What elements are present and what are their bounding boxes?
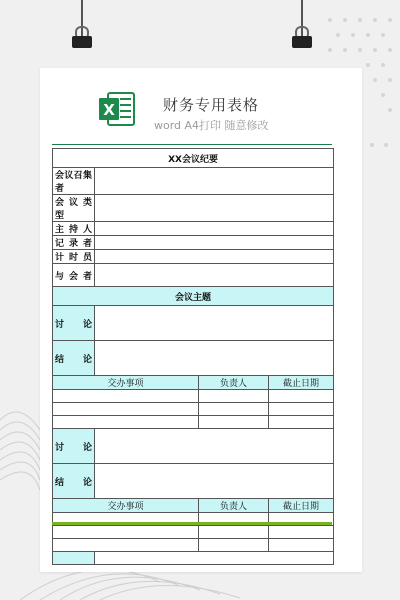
- info-label: 会 议 类 型: [53, 195, 95, 222]
- conclusion-label: 结 论: [53, 341, 95, 376]
- meeting-minutes-table: [52, 148, 334, 565]
- footer-cell: [95, 552, 334, 565]
- task-cell[interactable]: [269, 416, 334, 429]
- task-cell[interactable]: [199, 390, 269, 403]
- task-cell[interactable]: [269, 526, 334, 539]
- tasks-col-owner: 负责人: [199, 376, 269, 390]
- discussion-label: 讨 论: [53, 429, 95, 464]
- task-cell[interactable]: [53, 526, 199, 539]
- conclusion-value[interactable]: [95, 341, 334, 376]
- document-page: [40, 68, 362, 572]
- excel-icon: [98, 90, 136, 128]
- info-value[interactable]: [95, 250, 334, 264]
- discussion-label: 讨 论: [53, 306, 95, 341]
- task-cell[interactable]: [199, 416, 269, 429]
- svg-text:X: X: [103, 101, 115, 119]
- footer-cell: [53, 552, 95, 565]
- discussion-value[interactable]: [95, 429, 334, 464]
- task-cell[interactable]: [269, 390, 334, 403]
- info-value[interactable]: [95, 222, 334, 236]
- tasks-col-item: 交办事项: [53, 376, 199, 390]
- task-cell[interactable]: [269, 539, 334, 552]
- task-cell[interactable]: [53, 539, 199, 552]
- task-cell[interactable]: [199, 539, 269, 552]
- info-value[interactable]: [95, 264, 334, 287]
- tasks-col-owner: 负责人: [199, 499, 269, 513]
- conclusion-value[interactable]: [95, 464, 334, 499]
- info-label: 与 会 者: [53, 264, 95, 287]
- spreadsheet-preview: [52, 144, 334, 572]
- page-title: 财务专用表格: [163, 96, 260, 114]
- page-subtitle: word A4打印 随意修改: [154, 119, 269, 132]
- info-label: 记 录 者: [53, 236, 95, 250]
- task-cell[interactable]: [53, 416, 199, 429]
- task-cell[interactable]: [53, 390, 199, 403]
- info-label: 会议召集者: [53, 168, 95, 195]
- conclusion-label: 结 论: [53, 464, 95, 499]
- binder-clip-icon: [290, 0, 314, 68]
- form-heading: XX会议纪要: [53, 149, 334, 168]
- task-cell[interactable]: [199, 526, 269, 539]
- sheet-bottom-rule: [52, 522, 332, 525]
- task-cell[interactable]: [269, 403, 334, 416]
- info-label: 计 时 员: [53, 250, 95, 264]
- topic-heading: 会议主题: [53, 287, 334, 306]
- tasks-col-item: 交办事项: [53, 499, 199, 513]
- info-label: 主 持 人: [53, 222, 95, 236]
- binder-clip-icon: [70, 0, 94, 68]
- tasks-col-deadline: 截止日期: [269, 376, 334, 390]
- info-value[interactable]: [95, 236, 334, 250]
- info-value[interactable]: [95, 195, 334, 222]
- task-cell[interactable]: [199, 403, 269, 416]
- discussion-value[interactable]: [95, 306, 334, 341]
- info-value[interactable]: [95, 168, 334, 195]
- task-cell[interactable]: [53, 403, 199, 416]
- tasks-col-deadline: 截止日期: [269, 499, 334, 513]
